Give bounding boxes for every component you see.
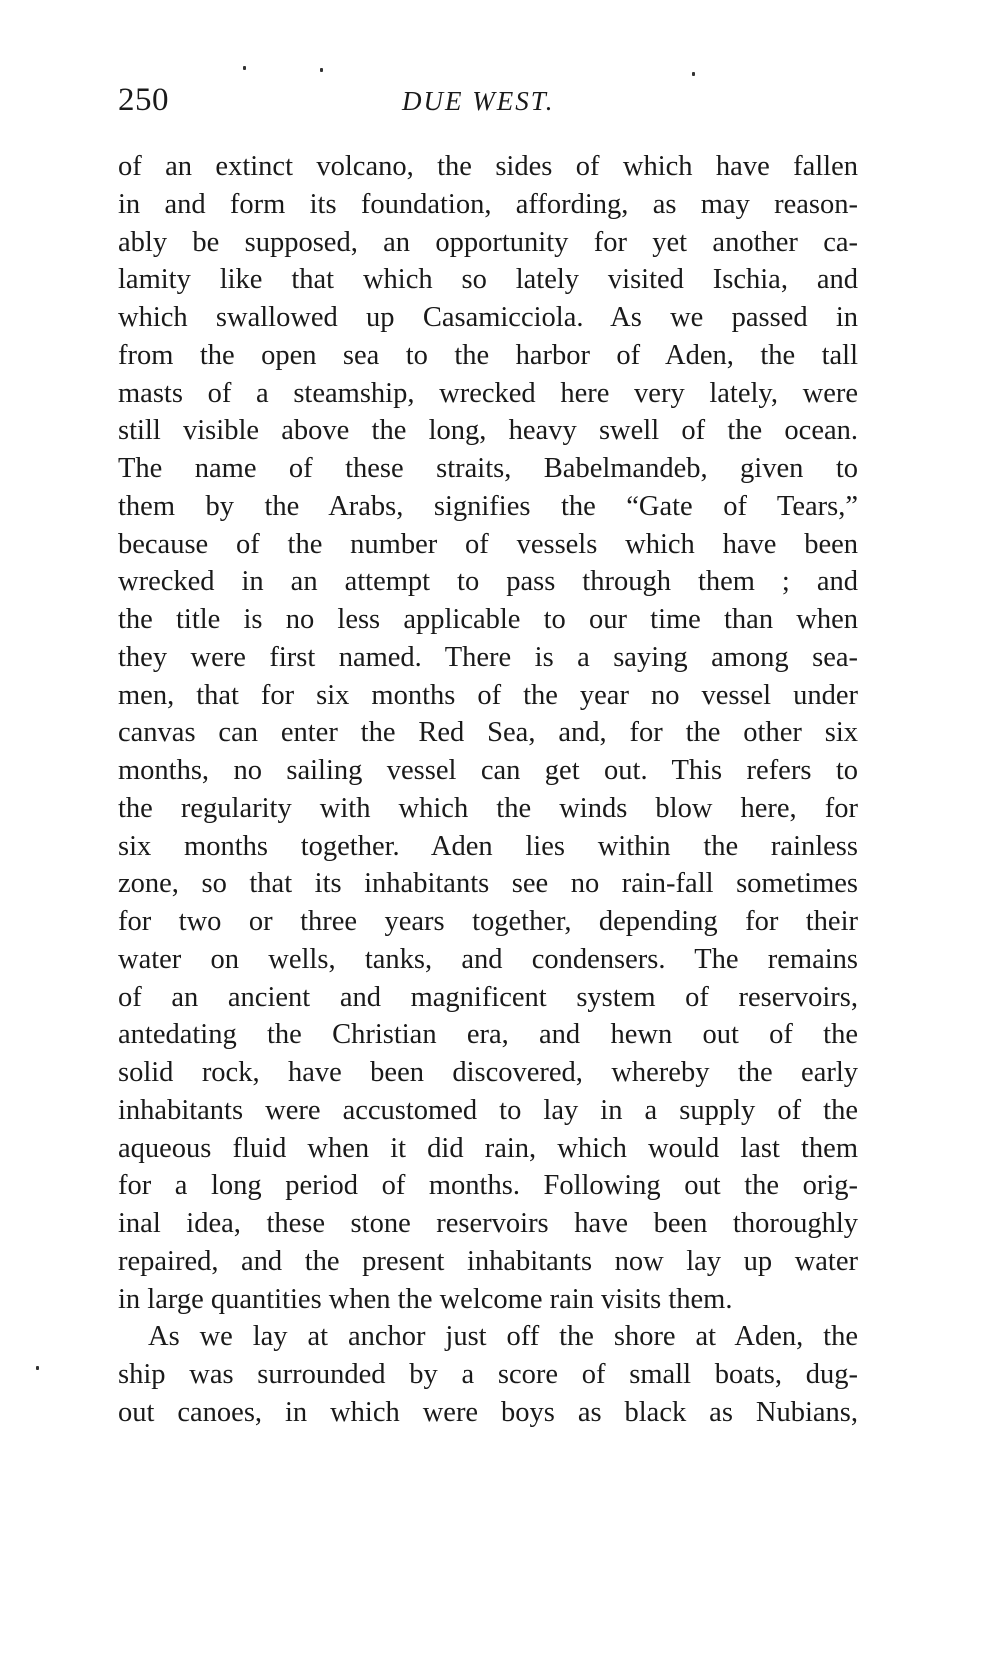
text-line: water on wells, tanks, and condensers. The remains — [118, 943, 858, 975]
text-line: they were first named. There is a saying among sea- — [118, 641, 858, 673]
text-line: antedating the Christian era, and hewn out of the — [118, 1019, 858, 1051]
text-line: the title is no less applicable to our time than when — [118, 604, 858, 635]
text-line: of an extinct volcano, the sides of which have fallen — [118, 151, 858, 182]
text-line: six months together. Aden lies within the rainless — [118, 830, 858, 862]
text-line: aqueous fluid when it did rain, which would last them — [118, 1132, 858, 1164]
text-line: ably be supposed, an opportunity for yet another ca- — [118, 226, 858, 258]
text-line: canvas can enter the Red Sea, and, for the other six — [118, 717, 858, 749]
text-line: out canoes, in which were boys as black as Nubians, — [118, 1396, 858, 1428]
text-line: because of the number of vessels which have been — [118, 528, 858, 560]
text-line: inal idea, these stone reservoirs have been thoroughly — [118, 1208, 858, 1239]
text-line: them by the Arabs, signifies the “Gate of Tears,” — [118, 490, 858, 522]
text-line: months, no sailing vessel can get out. This refers to — [118, 755, 858, 786]
text-line: masts of a steamship, wrecked here very lately, were — [118, 377, 858, 409]
text-line: wrecked in an attempt to pass through them ; and — [118, 566, 858, 598]
text-line: zone, so that its inhabitants see no rain-fall sometimes — [118, 868, 858, 900]
text-line: repaired, and the present inhabitants now lay up water — [118, 1245, 858, 1277]
text-line: men, that for six months of the year no vessel under — [118, 679, 858, 711]
text-line: ship was surrounded by a score of small boats, dug- — [118, 1359, 858, 1390]
text-line: The name of these straits, Babelmandeb, given to — [118, 453, 858, 484]
text-line: in and form its foundation, affording, as may reason- — [118, 188, 858, 220]
text-line: still visible above the long, heavy swell of the ocean. — [118, 415, 858, 447]
body-text — [118, 148, 858, 1432]
print-speck — [692, 72, 695, 76]
paragraph-end-line: in large quantities when the welcome rain visits them. — [118, 1283, 733, 1315]
text-line: for a long period of months. Following out the orig- — [118, 1170, 858, 1202]
print-speck — [320, 68, 323, 72]
page-number: 250 — [118, 82, 169, 118]
text-line: of an ancient and magnificent system of reservoirs, — [118, 981, 858, 1013]
text-line: from the open sea to the harbor of Aden, the tall — [118, 339, 858, 371]
text-line: which swallowed up Casamicciola. As we passed in — [118, 302, 858, 333]
print-speck — [243, 66, 246, 70]
page-header — [118, 82, 858, 132]
text-line: for two or three years together, depending for their — [118, 906, 858, 937]
print-speck — [36, 1366, 39, 1370]
text-line: lamity like that which so lately visited Ischia, and — [118, 264, 858, 296]
text-line: the regularity with which the winds blow here, for — [118, 792, 858, 824]
text-line: inhabitants were accustomed to lay in a supply of the — [118, 1094, 858, 1126]
text-line: solid rock, have been discovered, whereby the early — [118, 1057, 858, 1088]
running-head: DUE WEST. — [402, 86, 555, 116]
paragraph-start-line: As we lay at anchor just off the shore at Aden, the — [148, 1321, 858, 1353]
